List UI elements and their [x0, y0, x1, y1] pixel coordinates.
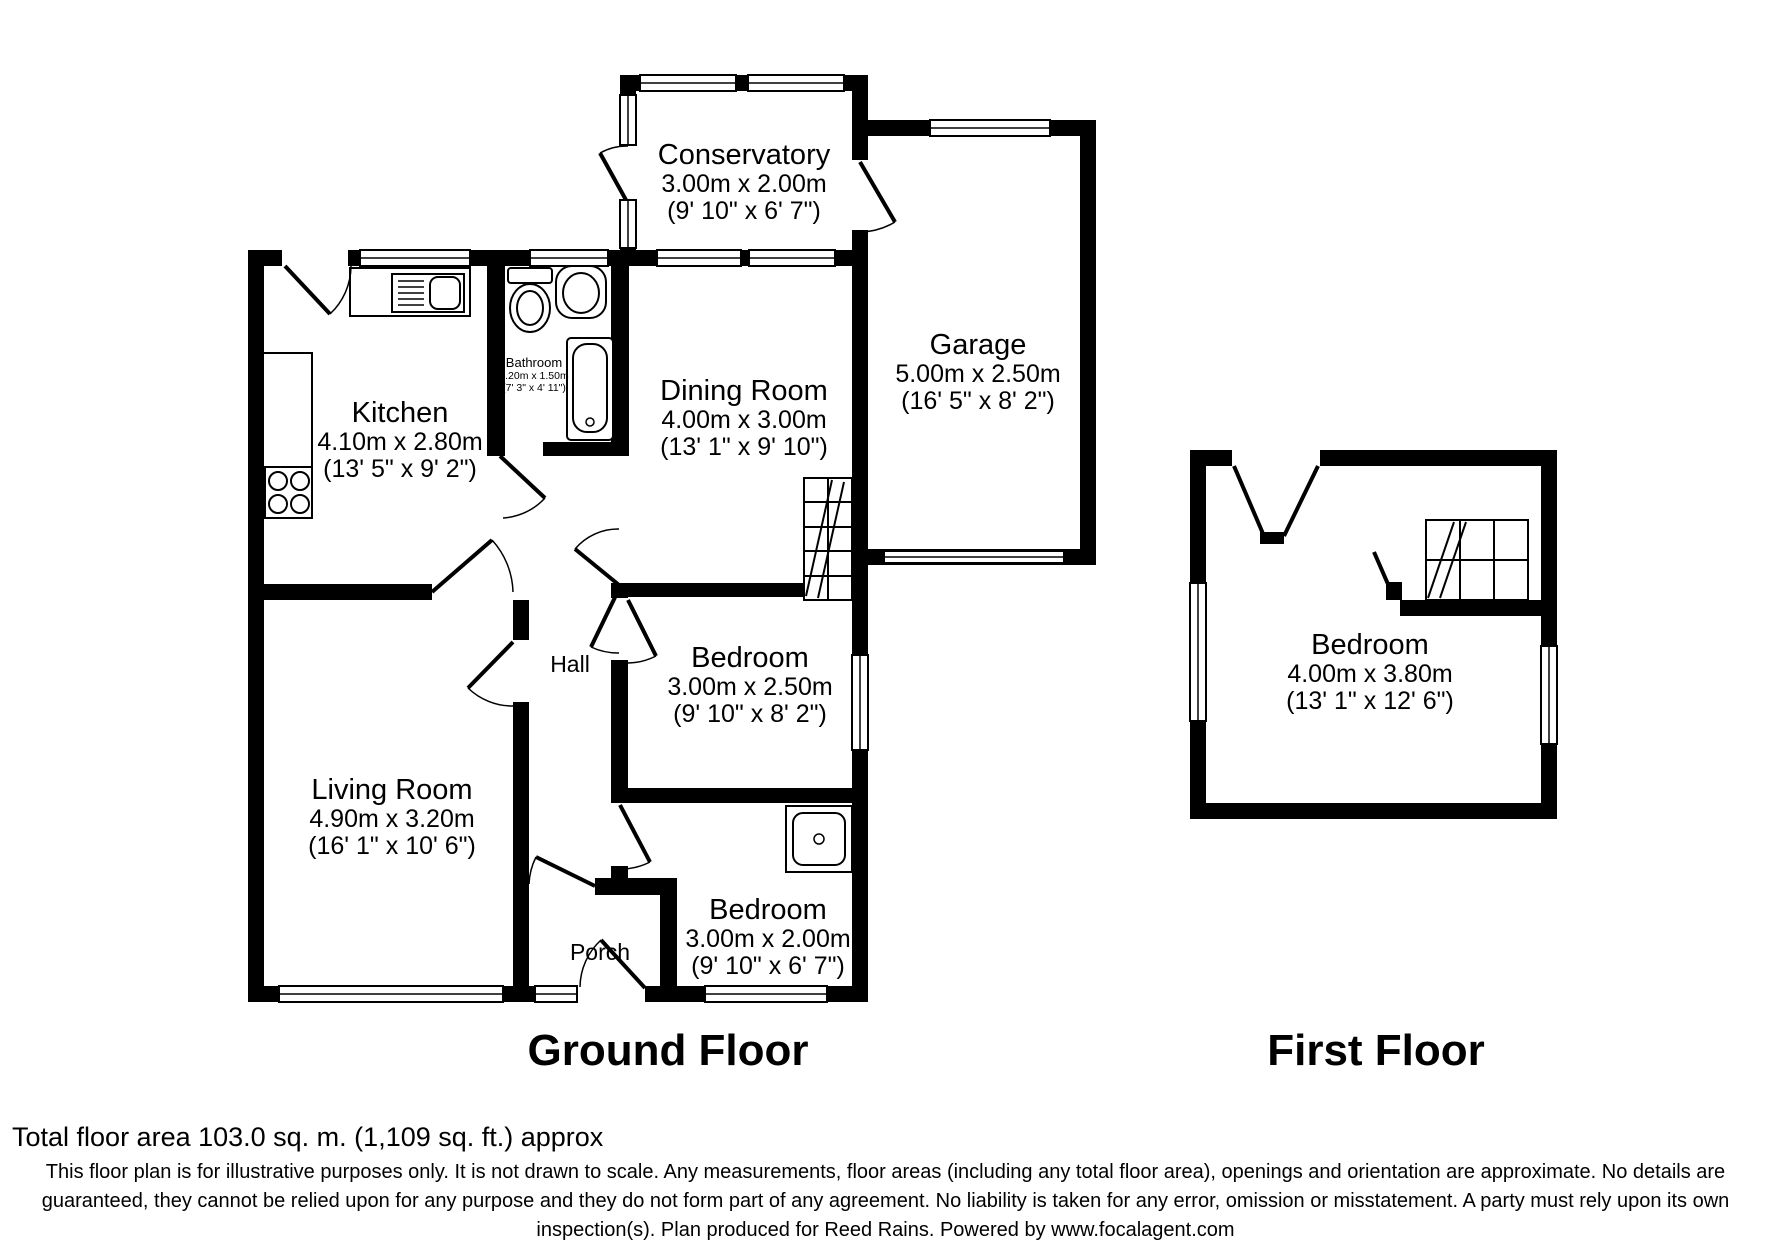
room-name: Bedroom: [1311, 629, 1429, 661]
room-label-dining-room: [660, 376, 828, 461]
room-dim-imperial: (13' 5" x 9' 2"): [323, 455, 477, 483]
window-icon: [1541, 646, 1557, 744]
room-dim-metric: 2.20m x 1.50m: [499, 370, 569, 382]
room-name: Hall: [550, 651, 590, 677]
window-icon: [640, 75, 736, 91]
window-icon: [620, 95, 636, 145]
room-label-kitchen: [317, 398, 482, 483]
window-icon: [705, 986, 827, 1002]
window-icon: [852, 655, 868, 750]
room-dim-imperial: (13' 1" x 9' 10"): [660, 433, 828, 461]
room-dim-imperial: (9' 10" x 8' 2"): [673, 700, 827, 728]
room-name: Conservatory: [657, 139, 831, 171]
window-icon: [620, 200, 636, 248]
stairs-icon-ground: [804, 478, 852, 600]
shower-icon: [786, 806, 852, 872]
hob-icon: [265, 467, 312, 518]
room-dim-metric: 4.00m x 3.00m: [661, 406, 827, 434]
room-dim-metric: 5.00m x 2.50m: [895, 360, 1061, 388]
window-icon: [279, 986, 503, 1002]
basin-icon: [556, 266, 606, 318]
disclaimer-text: This floor plan is for illustrative purposes only. It is not drawn to scale. Any measurements, floor areas (including any total floor area), openings and orientation are approximate. No details are guaranteed, they cannot be relied upon for any purpose and they do not form part of any agreement. No liability is taken for any error, omission or misstatement. A party must rely upon its own inspection(s). Plan produced for Reed Rains. Powered by www.focalagent.com: [41, 1161, 1730, 1241]
garage-door-icon: [884, 551, 1064, 563]
room-dim-metric: 3.00m x 2.50m: [667, 673, 833, 701]
room-name: Bedroom: [709, 894, 827, 926]
room-dim-metric: 4.00m x 3.80m: [1287, 660, 1453, 688]
room-dim-metric: 4.90m x 3.20m: [309, 805, 475, 833]
room-label-bathroom: [499, 355, 568, 394]
room-label-living-room: [308, 775, 476, 860]
room-name: Living Room: [311, 774, 473, 806]
window-icon: [748, 75, 844, 91]
window-icon: [535, 986, 577, 1002]
room-dim-metric: 3.00m x 2.00m: [661, 170, 827, 198]
window-icon: [360, 250, 470, 266]
kitchen-sink-icon: [350, 268, 470, 316]
room-dim-imperial: (9' 10" x 6' 7"): [691, 952, 845, 980]
room-name: Bedroom: [691, 642, 809, 674]
room-dim-imperial: (16' 1" x 10' 6"): [308, 832, 476, 860]
window-icon: [530, 250, 608, 266]
window-icon: [749, 250, 835, 266]
room-name: Porch: [569, 939, 631, 965]
room-name: Garage: [929, 329, 1027, 361]
first-floor-title: First Floor: [1267, 1026, 1485, 1075]
windows-group: [279, 75, 1557, 1002]
room-label-garage: [895, 330, 1060, 415]
bathtub-icon: [567, 338, 613, 440]
walls-group: [248, 75, 1557, 1002]
room-dim-imperial: (9' 10" x 6' 7"): [667, 197, 821, 225]
window-icon: [657, 250, 741, 266]
stairs-icon-first: [1426, 520, 1528, 600]
room-label-bedroom-middle: [667, 643, 832, 728]
room-label-bedroom-rear: [685, 895, 850, 980]
total-floor-area: Total floor area 103.0 sq. m. (1,109 sq. ft.) approx: [12, 1122, 604, 1152]
room-name: Dining Room: [660, 375, 828, 407]
room-name: Bathroom: [505, 355, 563, 370]
window-icon: [930, 120, 1050, 136]
room-label-hall: [550, 652, 590, 676]
room-label-first-floor-bedroom: [1286, 630, 1454, 715]
toilet-icon: [508, 268, 552, 332]
room-label-porch: [570, 940, 630, 964]
room-label-conservatory: [658, 140, 830, 225]
window-icon: [1190, 583, 1206, 721]
room-dim-metric: 3.00m x 2.00m: [685, 925, 851, 953]
room-name: Kitchen: [351, 397, 449, 429]
room-dim-imperial: (16' 5" x 8' 2"): [901, 387, 1055, 415]
room-dim-imperial: (7' 3" x 4' 11"): [502, 382, 566, 394]
room-dim-metric: 4.10m x 2.80m: [317, 428, 483, 456]
room-dim-imperial: (13' 1" x 12' 6"): [1286, 687, 1454, 715]
ground-floor-title: Ground Floor: [527, 1026, 809, 1075]
